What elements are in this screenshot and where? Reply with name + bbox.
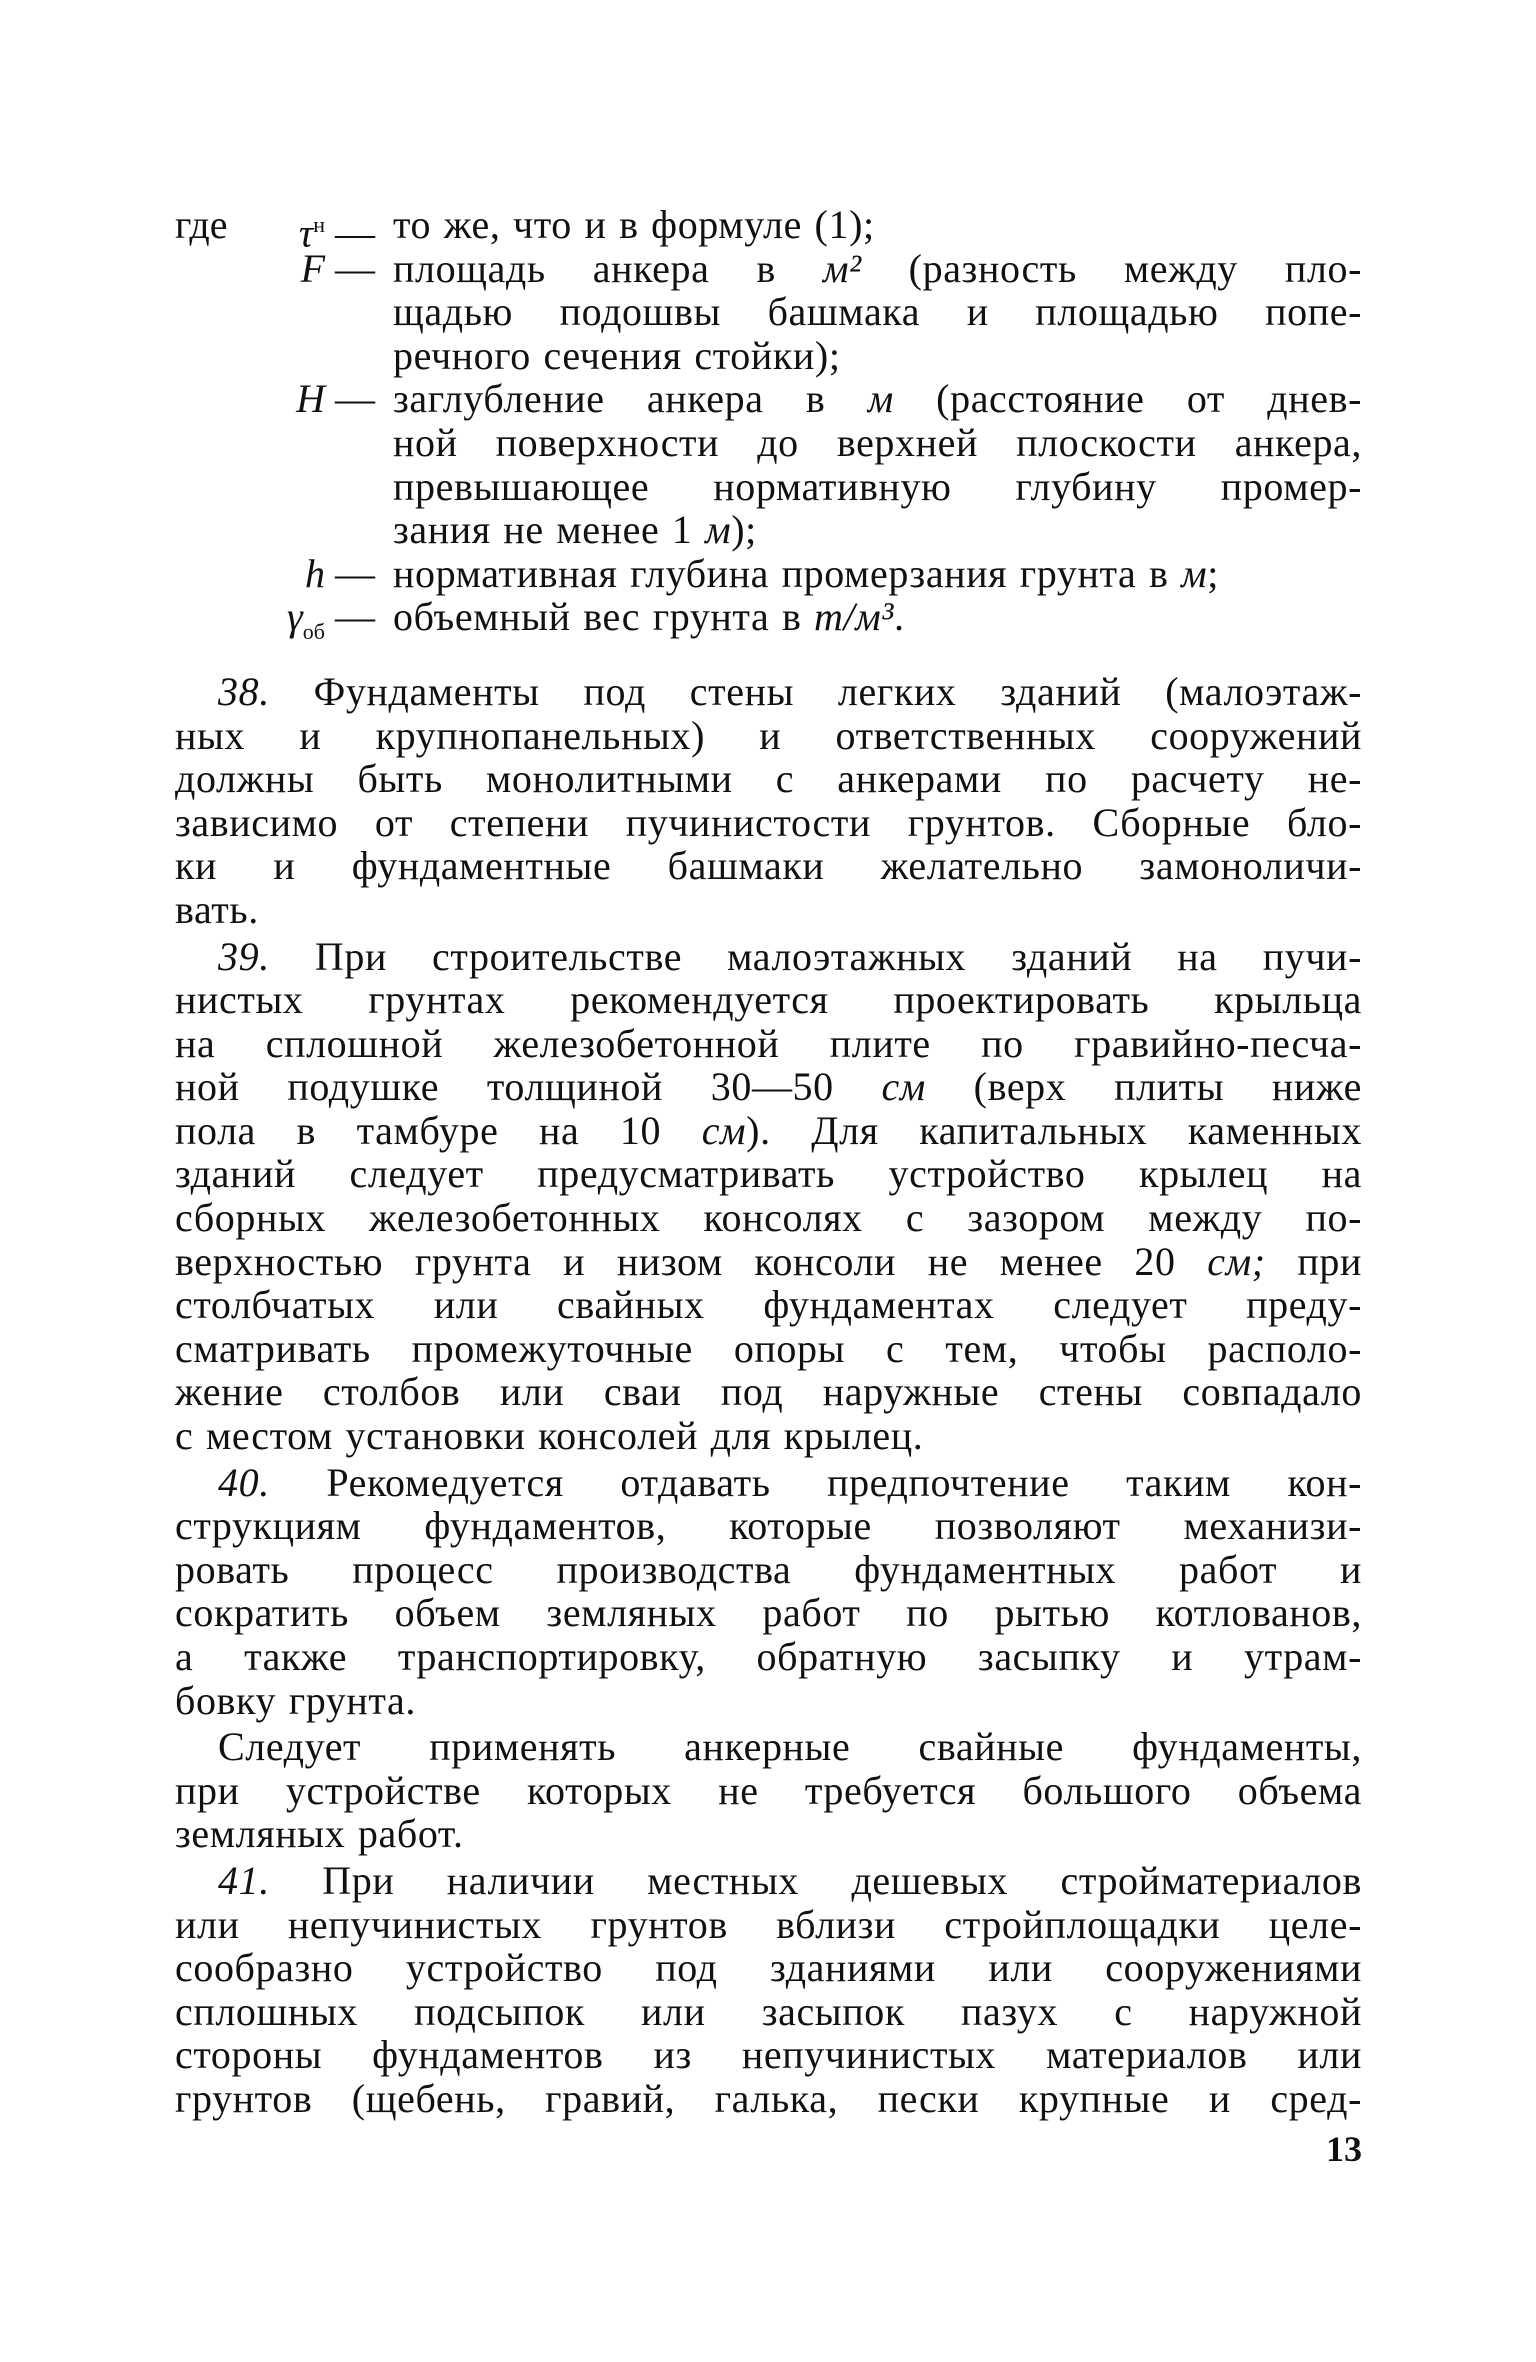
page-number: 13 xyxy=(1326,2129,1362,2169)
text-line: зданий следует предусматривать устройство крылец на xyxy=(175,1151,1362,1197)
text-line: ной подушке толщиной 30—50 см (верх плиты ниже xyxy=(175,1064,1362,1110)
definition-text xyxy=(393,508,1362,552)
text-line: ной поверхности до верхней плоскости анкера, xyxy=(393,419,1362,465)
italic-text: т/м³ xyxy=(814,594,894,640)
text-line: столбчатых или свайных фундаментах следует преду- xyxy=(175,1282,1362,1328)
paragraphs xyxy=(175,670,1362,2121)
definition-label xyxy=(175,552,393,596)
definition-row xyxy=(175,552,1362,596)
paragraph xyxy=(175,1725,1362,1856)
definition-symbol: h — xyxy=(305,550,375,596)
text-line: сборных железобетонных консолях с зазором между по- xyxy=(175,1195,1362,1241)
text-line: а также транспортировку, обратную засыпку и утрам- xyxy=(175,1634,1362,1679)
definition-label xyxy=(175,508,393,552)
definition-row xyxy=(175,290,1362,334)
definition-row xyxy=(175,377,1362,421)
definition-label xyxy=(175,594,393,645)
definition-text xyxy=(393,203,1362,247)
symbol-superscript: н xyxy=(313,212,325,237)
definition-label xyxy=(175,202,393,256)
definition-row xyxy=(175,247,1362,291)
paragraph xyxy=(175,935,1362,1458)
italic-text: см; xyxy=(1207,1238,1266,1284)
text-line: при устройстве которых не требуется большого объема xyxy=(175,1767,1362,1813)
symbol: h xyxy=(305,550,325,596)
definitions-list xyxy=(175,202,1362,645)
text-line: стороны фундаментов из непучинистых материалов или xyxy=(175,2032,1362,2078)
paragraph xyxy=(175,670,1362,932)
text-line: сплошных подсыпок или засыпок пазух с наружной xyxy=(175,1988,1362,2034)
definition-label xyxy=(175,334,393,378)
paragraph xyxy=(175,1461,1362,1723)
definition-text xyxy=(393,595,1362,639)
definition-label xyxy=(175,421,393,465)
text-line: зависимо от степени пучинистости грунтов. Сборные бло- xyxy=(175,799,1362,845)
symbol: H xyxy=(296,376,325,422)
definition-label xyxy=(175,377,393,421)
text-line: зания не менее 1 м); xyxy=(393,507,757,553)
symbol: τ xyxy=(298,210,314,256)
text-line: струкциям фундаментов, которые позволяют механизи- xyxy=(175,1503,1362,1549)
definition-label xyxy=(175,247,393,291)
text-line: должны быть монолитными с анкерами по расчету не- xyxy=(175,756,1362,802)
text-line: нормативная глубина промерзания грунта в м; xyxy=(393,550,1219,596)
definition-text xyxy=(393,421,1362,465)
text-line: превышающее нормативную глубину промер- xyxy=(393,463,1362,509)
definition-label xyxy=(175,290,393,334)
definition-row xyxy=(175,334,1362,378)
italic-text: м xyxy=(1181,550,1208,596)
text-line: речного сечения стойки); xyxy=(393,332,841,378)
text-line: сообразно устройство под зданиями или сооружениями xyxy=(175,1945,1362,1991)
text-line: ных и крупнопанельных) и ответственных сооружений xyxy=(175,712,1362,758)
symbol: γ xyxy=(287,594,303,640)
definition-row xyxy=(175,508,1362,552)
definition-row xyxy=(175,594,1362,645)
italic-text: 38. xyxy=(218,668,270,714)
italic-text: м² xyxy=(822,245,862,291)
definition-text xyxy=(393,377,1362,421)
symbol: F xyxy=(300,245,325,291)
text-line: то же, что и в формуле (1); xyxy=(393,202,875,247)
definition-symbol: F — xyxy=(300,245,375,291)
italic-text: м xyxy=(867,376,894,422)
text-line: Следует применять анкерные свайные фундаменты, xyxy=(218,1724,1362,1770)
italic-text: 40. xyxy=(218,1459,270,1505)
italic-text: см xyxy=(701,1107,747,1153)
text-line: жение столбов или сваи под наружные стены совпадало xyxy=(175,1369,1362,1415)
definition-text xyxy=(393,247,1362,291)
text-line: заглубление анкера в м (расстояние от днев- xyxy=(393,376,1362,422)
where-word: где xyxy=(175,202,228,247)
italic-text: м xyxy=(705,507,732,553)
text-line: или непучинистых грунтов вблизи стройплощадки целе- xyxy=(175,1901,1362,1947)
text-line: верхностью грунта и низом консоли не менее 20 см; при xyxy=(175,1238,1362,1284)
definition-symbol: $\gamma_{об}$ — xyxy=(287,594,375,645)
italic-text: 39. xyxy=(218,933,270,979)
text-line: объемный вес грунта в т/м³. xyxy=(393,594,905,640)
text-line: с местом установки консолей для крылец. xyxy=(175,1413,924,1459)
definition-row xyxy=(175,421,1362,465)
definition-symbol: H — xyxy=(296,376,375,422)
italic-text: 41. xyxy=(218,1857,270,1903)
text-line: нистых грунтах рекомендуется проектировать крыльца xyxy=(175,977,1362,1023)
definition-row xyxy=(175,202,1362,256)
definition-symbol: $\tau^н$ — xyxy=(298,210,375,256)
text-line: 41. При наличии местных дешевых стройматериалов xyxy=(218,1857,1362,1903)
definition-label xyxy=(175,465,393,509)
definition-text xyxy=(393,290,1362,334)
text-line: сократить объем земляных работ по рытью котлованов, xyxy=(175,1590,1362,1636)
text-line: вать. xyxy=(175,886,259,932)
text-line: ровать процесс производства фундаментных работ и xyxy=(175,1546,1362,1592)
definition-text xyxy=(393,552,1362,596)
paragraph xyxy=(175,1859,1362,2121)
text-line: 39. При строительстве малоэтажных зданий на пучи- xyxy=(218,933,1362,979)
text-line: сматривать промежуточные опоры с тем, чтобы располо- xyxy=(175,1325,1362,1371)
text-line: грунтов (щебень, гравий, галька, пески крупные и сред- xyxy=(175,2075,1362,2121)
symbol-subscript: об xyxy=(302,619,325,645)
definition-row xyxy=(175,465,1362,509)
text-line: бовку грунта. xyxy=(175,1677,416,1723)
page-body xyxy=(175,203,1362,2124)
text-line: щадью подошвы башмака и площадью попе- xyxy=(393,289,1362,335)
definition-text xyxy=(393,465,1362,509)
text-line: на сплошной железобетонной плите по гравийно-песча- xyxy=(175,1020,1362,1066)
text-line: 38. Фундаменты под стены легких зданий (малоэтаж- xyxy=(218,668,1362,714)
italic-text: см xyxy=(881,1064,926,1110)
text-line: площадь анкера в м² (разность между пло- xyxy=(393,245,1362,291)
text-line: пола в тамбуре на 10 см). Для капитальных каменных xyxy=(175,1107,1362,1153)
definition-text xyxy=(393,334,1362,378)
text-line: ки и фундаментные башмаки желательно замоноличи- xyxy=(175,843,1362,889)
text-line: 40. Рекомедуется отдавать предпочтение таким кон- xyxy=(218,1459,1362,1505)
text-line: земляных работ. xyxy=(175,1811,464,1857)
